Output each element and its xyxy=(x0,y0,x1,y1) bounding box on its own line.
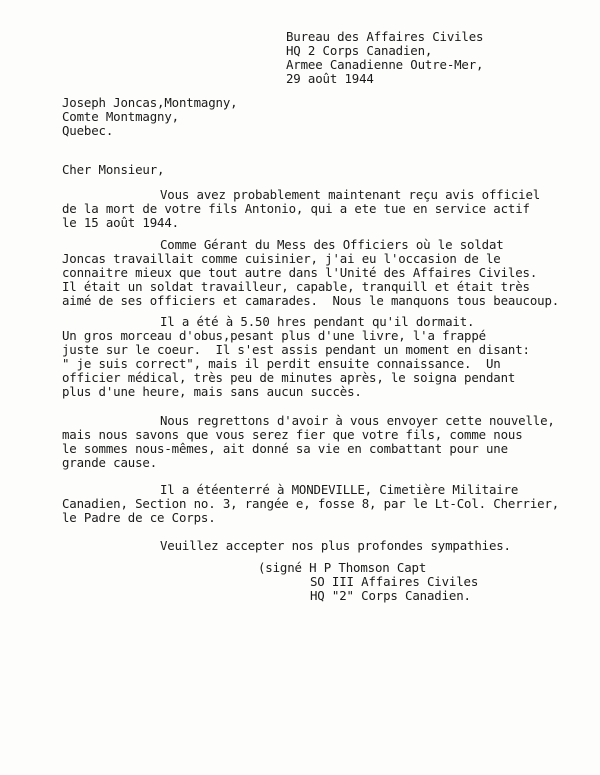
paragraph-line: Il a étéenterré à MONDEVILLE, Cimetière Militaire xyxy=(160,482,519,497)
signature-line: SO III Affaires Civiles xyxy=(310,574,479,589)
paragraph-line: Nous regrettons d'avoir à vous envoyer cette nouvelle, xyxy=(160,413,555,428)
paragraph-line: Joncas travaillait comme cuisinier, j'ai eu l'occasion de le xyxy=(62,251,501,266)
recipient-line: Quebec. xyxy=(62,123,114,138)
paragraph-line: le sommes nous-mêmes, ait donné sa vie en combattant pour une xyxy=(62,441,508,456)
letter-date: 29 août 1944 xyxy=(286,71,374,86)
sender-line: Armee Canadienne Outre-Mer, xyxy=(286,57,484,72)
paragraph-line: Un gros morceau d'obus,pesant plus d'une livre, l'a frappé xyxy=(62,328,486,343)
paragraph-line: le Padre de ce Corps. xyxy=(62,510,216,525)
paragraph-line: de la mort de votre fils Antonio, qui a ete tue en service actif xyxy=(62,201,530,216)
recipient-line: Joseph Joncas,Montmagny, xyxy=(62,95,238,110)
paragraph-line: Il a été à 5.50 hres pendant qu'il dormait. xyxy=(160,314,475,329)
sender-line: HQ 2 Corps Canadien, xyxy=(286,43,433,58)
paragraph-line: le 15 août 1944. xyxy=(62,215,179,230)
paragraph-line: Il était un soldat travailleur, capable, tranquill et était très xyxy=(62,279,530,294)
recipient-line: Comte Montmagny, xyxy=(62,109,179,124)
paragraph-line: grande cause. xyxy=(62,455,158,470)
sender-line: Bureau des Affaires Civiles xyxy=(286,29,484,44)
paragraph-line: plus d'une heure, mais sans aucun succès. xyxy=(62,384,362,399)
signature-line: (signé H P Thomson Capt xyxy=(258,560,427,575)
paragraph-line: mais nous savons que vous serez fier que votre fils, comme nous xyxy=(62,427,523,442)
paragraph-line: juste sur le coeur. Il s'est assis pendant un moment en disant: xyxy=(62,342,530,357)
paragraph-line: Comme Gérant du Mess des Officiers où le soldat xyxy=(160,237,504,252)
paragraph-line: Veuillez accepter nos plus profondes sympathies. xyxy=(160,538,511,553)
paragraph-line: aimé de ses officiers et camarades. Nous le manquons tous beaucoup. xyxy=(62,293,560,308)
paragraph-line: " je suis correct", mais il perdit ensuite connaissance. Un xyxy=(62,356,501,371)
paragraph-line: Canadien, Section no. 3, rangée e, fosse 8, par le Lt-Col. Cherrier, xyxy=(62,496,560,511)
paragraph-line: connaitre mieux que tout autre dans l'Unité des Affaires Civiles. xyxy=(62,265,538,280)
signature-line: HQ "2" Corps Canadien. xyxy=(310,588,471,603)
paragraph-line: Vous avez probablement maintenant reçu avis officiel xyxy=(160,187,541,202)
paragraph-line: officier médical, très peu de minutes après, le soigna pendant xyxy=(62,370,516,385)
salutation: Cher Monsieur, xyxy=(62,162,165,177)
